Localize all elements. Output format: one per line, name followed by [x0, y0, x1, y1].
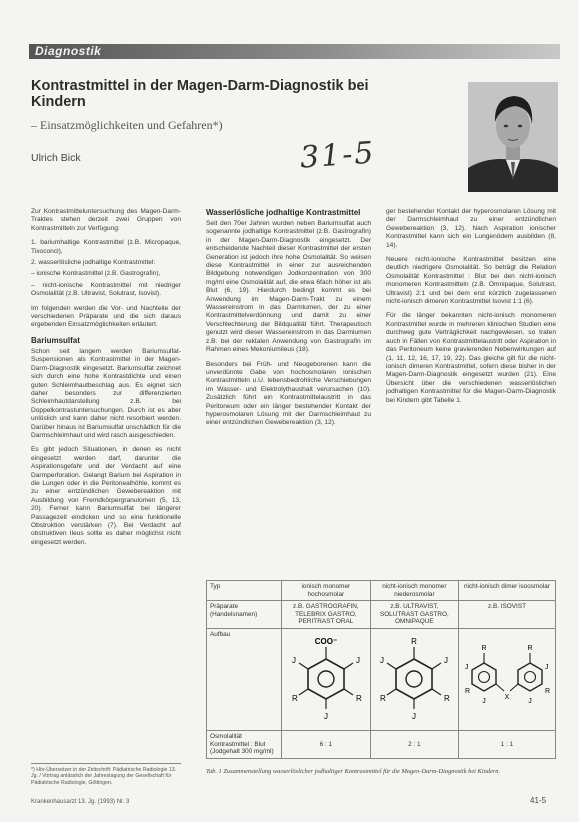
table-cell: Osmolalität Kontrastmittel : Blut (Jodgehalt 300 mg/ml): [207, 730, 282, 758]
article-title: Kontrastmittel in der Magen-Darm-Diagnostik bei Kindern: [31, 78, 369, 110]
structure-label: X: [504, 693, 510, 701]
paragraph: Es gibt jedoch Situationen, in denen es nicht eingesetzt werden darf, darunter die Aspirationsgefahr und der Verdacht auf eine Darmperforation. Gelangt Barium bei Aspiration in die Lungen oder in die Peritonealhöhle, kommt es zu einer entzündlichen Gewebereaktion mit Ausbildung von Fremdkörpergranulomen (5, 13, 20). Ferner kann Bariumsulfat bei längerer Passagezeit eindicken und so eine funktionelle Obstruktion verstärken (7). Bei Verdacht auf obstruktiven Ileus sollte es daher möglichst nicht eingesetzt werden.: [31, 446, 181, 546]
structure-label: J: [528, 697, 532, 705]
structure-label: J: [323, 711, 328, 721]
section-heading: Wasserlösliche jodhaltige Kontrastmittel: [206, 208, 361, 217]
list-item: – nicht-ionische Kontrastmittel mit niedriger Osmolalität (z.B. Ultravist, Solutrast, Isovist).: [31, 281, 181, 298]
structure-label: J: [544, 663, 549, 671]
table-row: [207, 581, 556, 601]
structure-label: R: [355, 693, 362, 703]
journal-footer: Krankenhausarzt 13. Jg. (1993) Nr. 3: [31, 799, 130, 805]
structure-cell: [370, 628, 458, 730]
table-cell: Typ: [207, 581, 282, 601]
table-cell: Präparate (Handelsnamen): [207, 601, 282, 629]
ionic-monomer-structure: [286, 631, 366, 723]
section-heading: Bariumsulfat: [31, 335, 80, 345]
table-cell: z.B. ULTRAVIST, SOLUTRAST GASTRO, OMNIPAQUE: [370, 601, 458, 629]
structure-label: R: [411, 636, 418, 646]
author-name: Ulrich Bick: [31, 152, 81, 164]
table-row: [207, 730, 556, 758]
structure-label: R: [380, 693, 387, 703]
paragraph: Für die länger bekannten nicht-ionisch monomeren Kontrastmittel wurde in mehreren klinischen Studien eine durchweg gute Verträglichkeit nachgewiesen, so traten auch in Fällen von Kontrastmittelaustritt oder Aspiration in das Peritoneum keine gravierenden Nebenwirkungen auf (1, 11, 12, 16, 17, 19, 22). Das gleiche gilt für die nicht-ionisch dimeren Kontrastmittel, sofern diese bisher in der Magen-Darm-Diagnostik eingesetzt wurden (21). Eine Übersicht über die verschiedenen wasserlöslichen jodhaltigen Kontrastmittel für die Magen-Darm-Diagnostik bei Kindern gibt Tabelle 1.: [386, 312, 556, 404]
structure-label: J: [291, 655, 296, 665]
page-number: 41-5: [530, 796, 547, 805]
nonionic-monomer-structure: [374, 631, 454, 723]
author-photo: [468, 82, 558, 192]
list-item: 2. wasserlösliche jodhaltige Kontrastmittel:: [31, 259, 156, 267]
table-cell: z.B. ISOVIST: [458, 601, 555, 629]
structure-cell: [282, 628, 371, 730]
section-label: Diagnostik: [35, 44, 102, 58]
paragraph: Schon seit langem werden Bariumsulfat-Suspensionen als Kontrastmittel in der Magen-Darm-Diagnostik eingesetzt. Bariumsulfat zeichnet sich durch eine hohe Kontrastdichte und einen guten Schleimhautbeschlag aus. Es eignet sich daher besonders zur differenzierten Schleimhautdarstellung z.B. bei Doppelkontrastuntersuchungen. Durch ist es aber unlöslich und kann daher nicht resorbiert werden. Darüber hinaus ist Bariumsulfat unschädlich für die Darmschleimhaut und wird rasch ausgeschieden.: [31, 347, 181, 439]
structure-label: J: [380, 655, 385, 665]
table-cell: nicht-ionisch monomer niederosmolar: [370, 581, 458, 601]
structure-label: R: [464, 687, 471, 695]
structure-label: R: [291, 693, 298, 703]
structure-label: J: [355, 655, 360, 665]
section-banner: [29, 44, 560, 59]
article-subtitle: – Einsatzmöglichkeiten und Gefahren*): [31, 118, 223, 132]
table-row: [207, 628, 556, 730]
structure-label: COO⁻: [314, 636, 338, 646]
structure-label: J: [464, 663, 469, 671]
contrast-agent-table: [206, 580, 556, 759]
paragraph: Besonders bei Früh- und Neugeborenen kann die unverdünnte Gabe von hochosmolaren ionischen Kontrastmitteln u.U. lebensbedrohliche Verschiebungen im Wasser- und Elektrolythaushalt verursachen (10). Zusätzlich führt ein Kontrastmittelaustritt in das Peritoneum oder ein länger bestehender Kontakt der hyperosmolaren Lösung mit der Darmschleimhaut zu einer entzündlichen Gewebereaktion (3, 12).: [206, 360, 371, 427]
table-row: [207, 601, 556, 629]
list-item: – ionische Kontrastmittel (z.B. Gastrografin),: [31, 270, 161, 278]
structure-label: R: [481, 644, 487, 652]
structure-label: J: [482, 697, 486, 705]
handwritten-note: 31-5: [298, 135, 377, 176]
column-3: [386, 208, 556, 411]
footnote: *) Hör-Übersetzer in der Zeitschrift: Pädiatrische Radiologie 13. Jg. / Vortrag anlässlich der Jahrestagung der Gesellschaft für Pädiatrische Radiologie, Göttingen.: [31, 763, 181, 786]
table-cell: Aufbau: [207, 628, 282, 730]
paragraph: Neuere nicht-ionische Kontrastmittel besitzen eine deutlich niedrigere Osmolalität. So beträgt die Relation Osmolalität Kontrastmittel : Blut bei den nicht-ionisch monomeren Kontrastmitteln (z.B. Omnipaque, Solutrast, Ultravist) 2:1 und bei dem erst kürzlich zugelassenen nicht-ionisch dimeren Kontrastmittel Isovist 1:1 (6).: [386, 256, 556, 306]
contrast-agent-list: [31, 239, 181, 298]
table-cell: nicht-ionisch dimer isoosmolar: [458, 581, 555, 601]
structure-label: R: [444, 693, 451, 703]
structure-cell: [458, 628, 555, 730]
table-cell: 2 : 1: [370, 730, 458, 758]
table-cell: 6 : 1: [282, 730, 371, 758]
nonionic-dimer-structure: [462, 631, 552, 723]
column-2: [206, 208, 371, 434]
structure-label: J: [444, 655, 449, 665]
structure-label: R: [544, 687, 551, 695]
structure-label: R: [527, 644, 533, 652]
portrait-image: [468, 82, 558, 192]
table-cell: ionisch monomer hochosmolar: [282, 581, 371, 601]
column-1: [31, 208, 181, 553]
table-caption: Tab. 1 Zusammenstellung wasserlöslicher jodhaltiger Kontrastmittel für die Magen-Darm-Diagnostik bei Kindern.: [206, 768, 501, 775]
table-cell: z.B. GASTROGRAFIN, TELEBRIX GASTRO, PERITRAST ORAL: [282, 601, 371, 629]
paragraph: Im folgenden werden die Vor- und Nachteile der verschiedenen Präparate und die sich daraus ergebenden Einsatzmöglichkeiten erläutert.: [31, 304, 181, 329]
table-cell: 1 : 1: [458, 730, 555, 758]
paragraph: Seit den 70er Jahren wurden neben Bariumsulfat auch sogenannte jodhaltige Kontrastmittel (z.B. Gastrografin) in der Magen-Darm-Diagnostik eingesetzt. Der entscheidende Nachteil dieser Kontrastmittel der ersten Generation ist jedoch ihre hohe Osmolalität. So weisen diese Kontrastmittel in einer zur ausreichenden Bildgebung notwendigen Jodkonzentration von 300 mg/ml eine Osmolalität auf, die etwa 6fach höher ist als Blut (6, 19). Hierdurch bedingt kommt es bei Anwendung im Magen-Darm-Trakt zu einem Wassereinstrom in das Darmlumen, der zu einer Kontrastmittelverdünnung und damit zu einer Verschlechterung der Bildqualität führt. Therapeutisch genutzt wird dieser Wassereinstrom in das Darmlumen z.B. bei der rektalen Anwendung von Gastrografin im Rahmen eines Mekoniumileus (18).: [206, 220, 371, 354]
paragraph: ger bestehender Kontakt der hyperosmolaren Lösung mit der Darmschleimhaut zu einer entzündlichen Gewebereaktion (3, 12). Nach Aspiration ionischer Kontrastmittel kann sich ein Lungenödem ausbilden (8, 14).: [386, 208, 556, 249]
intro-paragraph: Zur Kontrastmitteluntersuchung des Magen-Darm-Traktes stehen derzeit zwei Gruppen von Kontrastmitteln zur Verfügung:: [31, 208, 181, 232]
list-item: 1. bariumhaltige Kontrastmittel (z.B. Micropaque, Tixoconcl),: [31, 239, 181, 255]
structure-label: J: [412, 711, 417, 721]
